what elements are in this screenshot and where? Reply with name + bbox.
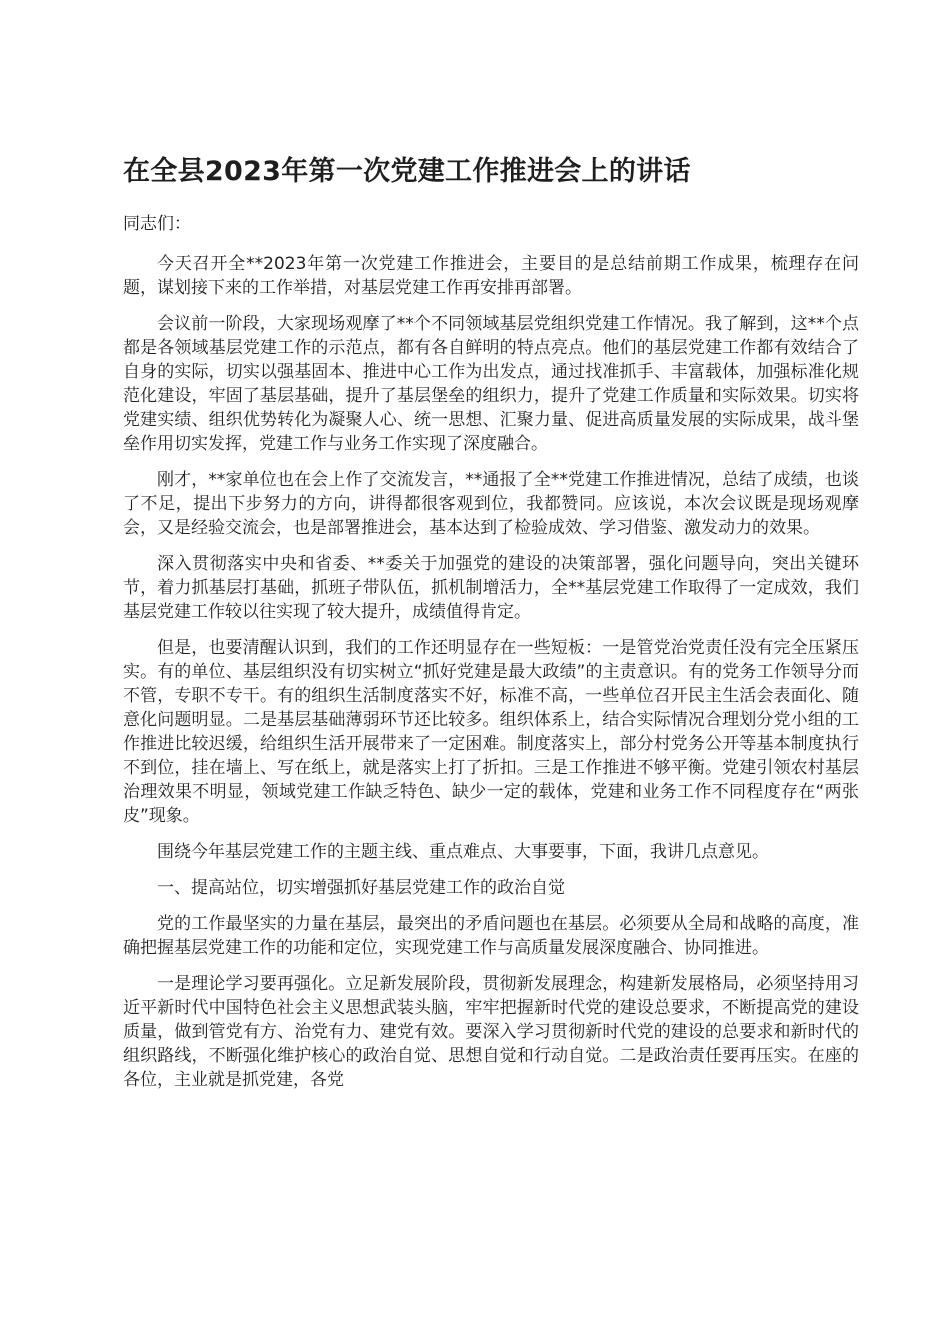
- paragraph: 刚才，**家单位也在会上作了交流发言，**通报了全**党建工作推进情况，总结了成绩，也谈了不足，提出下步努力的方向，讲得都很客观到位，我都赞同。应该说，本次会议既是现场观摩会，又是经验交流会，也是部署推进会，基本达到了检验成效、学习借鉴、激发动力的效果。: [123, 470, 859, 538]
- paragraph: 会议前一阶段，大家现场观摩了**个不同领域基层党组织党建工作情况。我了解到，这**个点都是各领域基层党建工作的示范点，都有各自鲜明的特点亮点。他们的基层党建工作都有效结合了自身的实际，切实以强基固本、推进中心工作为出发点，通过找准抓手、丰富载体，加强标准化规范化建设，牢固了基层基础，提升了基层堡垒的组织力，提升了党建工作质量和实际效果。切实将党建实绩、组织优势转化为凝聚人心、统一思想、汇聚力量、促进高质量发展的实际成果，战斗堡垒作用切实发挥，党建工作与业务工作实现了深度融合。: [123, 314, 859, 454]
- paragraph: 深入贯彻落实中央和省委、**委关于加强党的建设的决策部署，强化问题导向，突出关键环节，着力抓基层打基础，抓班子带队伍，抓机制增活力，全**基层党建工作取得了一定成效，我们基层党建工作较以往实现了较大提升，成绩值得肯定。: [123, 554, 859, 622]
- section-heading: 一、提高站位，切实增强抓好基层党建工作的政治自觉: [157, 878, 565, 898]
- document-title: 在全县2023年第一次党建工作推进会上的讲话: [123, 156, 691, 187]
- document-page: [123, 150, 859, 1104]
- salutation: 同志们：: [123, 214, 191, 234]
- paragraph: 今天召开全**2023年第一次党建工作推进会，主要目的是总结前期工作成果，梳理存在问题，谋划接下来的工作举措，对基层党建工作再安排再部署。: [123, 254, 859, 298]
- paragraph: 围绕今年基层党建工作的主题主线、重点难点、大事要事，下面，我讲几点意见。: [157, 842, 769, 862]
- paragraph: 但是，也要清醒认识到，我们的工作还明显存在一些短板：一是管党治党责任没有完全压紧压实。有的单位、基层组织没有切实树立“抓好党建是最大政绩”的主责意识。有的党务工作领导分而不管，专职不专干。有的组织生活制度落实不好，标准不高，一些单位召开民主生活会表面化、随意化问题明显。二是基层基础薄弱环节还比较多。组织体系上，结合实际情况合理划分党小组的工作推进比较迟缓，给组织生活开展带来了一定困难。制度落实上，部分村党务公开等基本制度执行不到位，挂在墙上、写在纸上，就是落实上打了折扣。三是工作推进不够平衡。党建引领农村基层治理效果不明显，领域党建工作缺乏特色、缺少一定的载体，党建和业务工作不同程度存在“两张皮”现象。: [123, 638, 859, 826]
- paragraph: 党的工作最坚实的力量在基层，最突出的矛盾问题也在基层。必须要从全局和战略的高度，准确把握基层党建工作的功能和定位，实现党建工作与高质量发展深度融合、协同推进。: [123, 914, 859, 958]
- paragraph: 一是理论学习要再强化。立足新发展阶段，贯彻新发展理念，构建新发展格局，必须坚持用习近平新时代中国特色社会主义思想武装头脑，牢牢把握新时代党的建设总要求，不断提高党的建设质量，做到管党有方、治党有力、建党有效。要深入学习贯彻新时代党的建设的总要求和新时代的组织路线，不断强化维护核心的政治自觉、思想自觉和行动自觉。二是政治责任要再压实。在座的各位，主业就是抓党建，各党: [123, 974, 859, 1090]
